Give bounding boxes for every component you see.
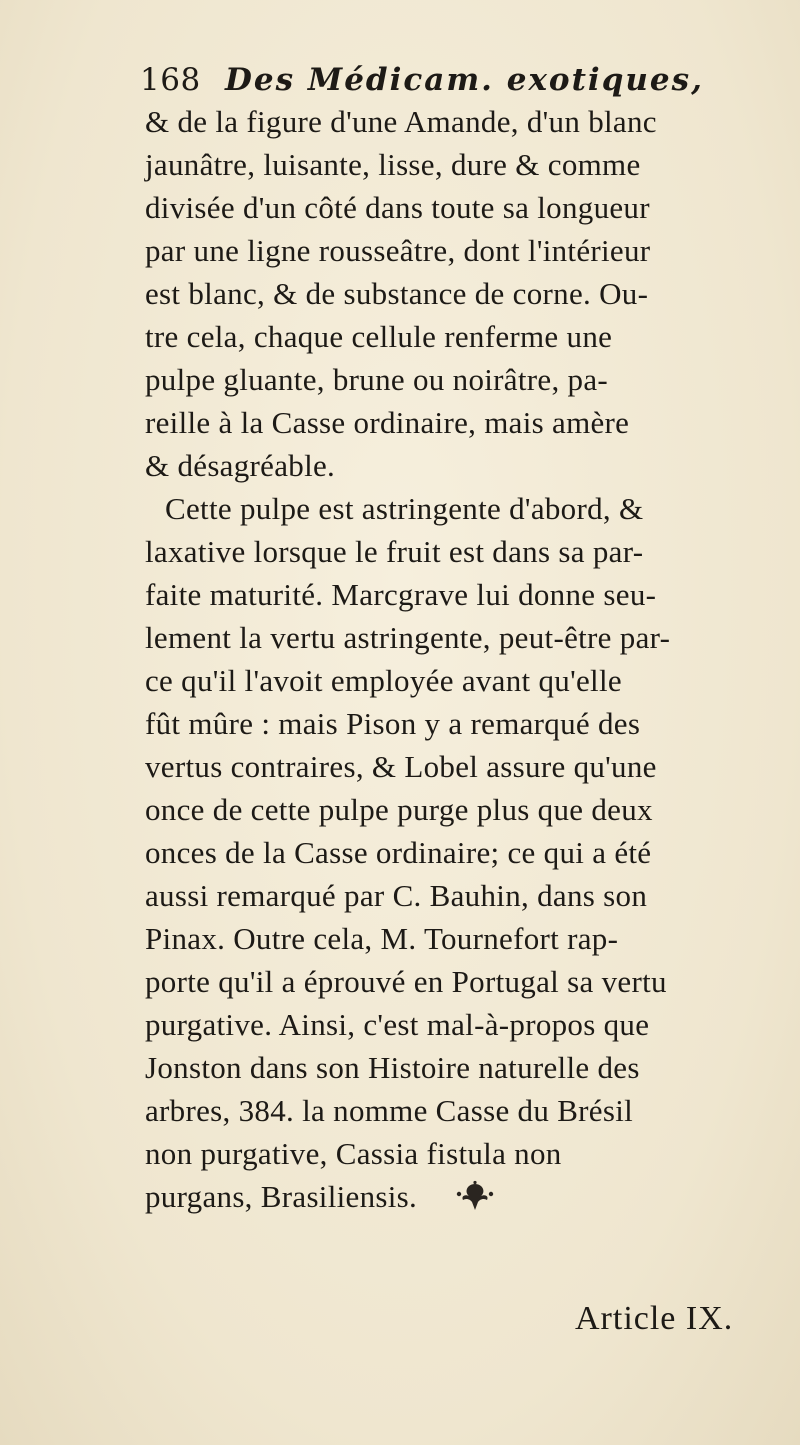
text-line: & de la figure d'une Amande, d'un blanc (145, 104, 657, 139)
text-line: once de cette pulpe purge plus que deux (145, 792, 653, 827)
text-line: Jonston dans son Histoire naturelle des (145, 1050, 640, 1085)
page-number: 168 (140, 62, 201, 98)
paragraph-start-line: Cette pulpe est astringente d'abord, & (165, 491, 644, 526)
text-line: divisée d'un côté dans toute sa longueur (145, 190, 650, 225)
text-line: purgative. Ainsi, c'est mal-à-propos que (145, 1007, 650, 1042)
text-line: lement la vertu astringente, peut-être par- (145, 620, 671, 655)
fleuron-icon (455, 1180, 495, 1222)
text-line: fût mûre : mais Pison y a remarqué des (145, 706, 641, 741)
running-title: Des Médicam. exotiques, (225, 62, 704, 98)
text-line: vertus contraires, & Lobel assure qu'une (145, 749, 657, 784)
text-line: purgans, Brasiliensis. (145, 1179, 418, 1214)
body-text (145, 100, 785, 1218)
text-line: Pinax. Outre cela, M. Tournefort rap- (145, 921, 619, 956)
text-line: & désagréable. (145, 448, 336, 483)
catchword: Article IX. (575, 1300, 734, 1337)
text-line: reille à la Casse ordinaire, mais amère (145, 405, 630, 440)
text-line: laxative lorsque le fruit est dans sa par- (145, 534, 644, 569)
text-line: aussi remarqué par C. Bauhin, dans son (145, 878, 648, 913)
text-line: non purgative, Cassia fistula non (145, 1136, 562, 1171)
text-line: tre cela, chaque cellule renferme une (145, 319, 613, 354)
text-line: arbres, 384. la nomme Casse du Brésil (145, 1093, 634, 1128)
running-header (140, 62, 704, 98)
text-line: onces de la Casse ordinaire; ce qui a été (145, 835, 652, 870)
text-line: pulpe gluante, brune ou noirâtre, pa- (145, 362, 609, 397)
text-line: faite maturité. Marcgrave lui donne seu- (145, 577, 657, 612)
text-line: porte qu'il a éprouvé en Portugal sa vertu (145, 964, 667, 999)
text-line: ce qu'il l'avoit employée avant qu'elle (145, 663, 622, 698)
text-line: par une ligne rousseâtre, dont l'intérieur (145, 233, 651, 268)
text-line: est blanc, & de substance de corne. Ou- (145, 276, 649, 311)
text-line: jaunâtre, luisante, lisse, dure & comme (145, 147, 641, 182)
